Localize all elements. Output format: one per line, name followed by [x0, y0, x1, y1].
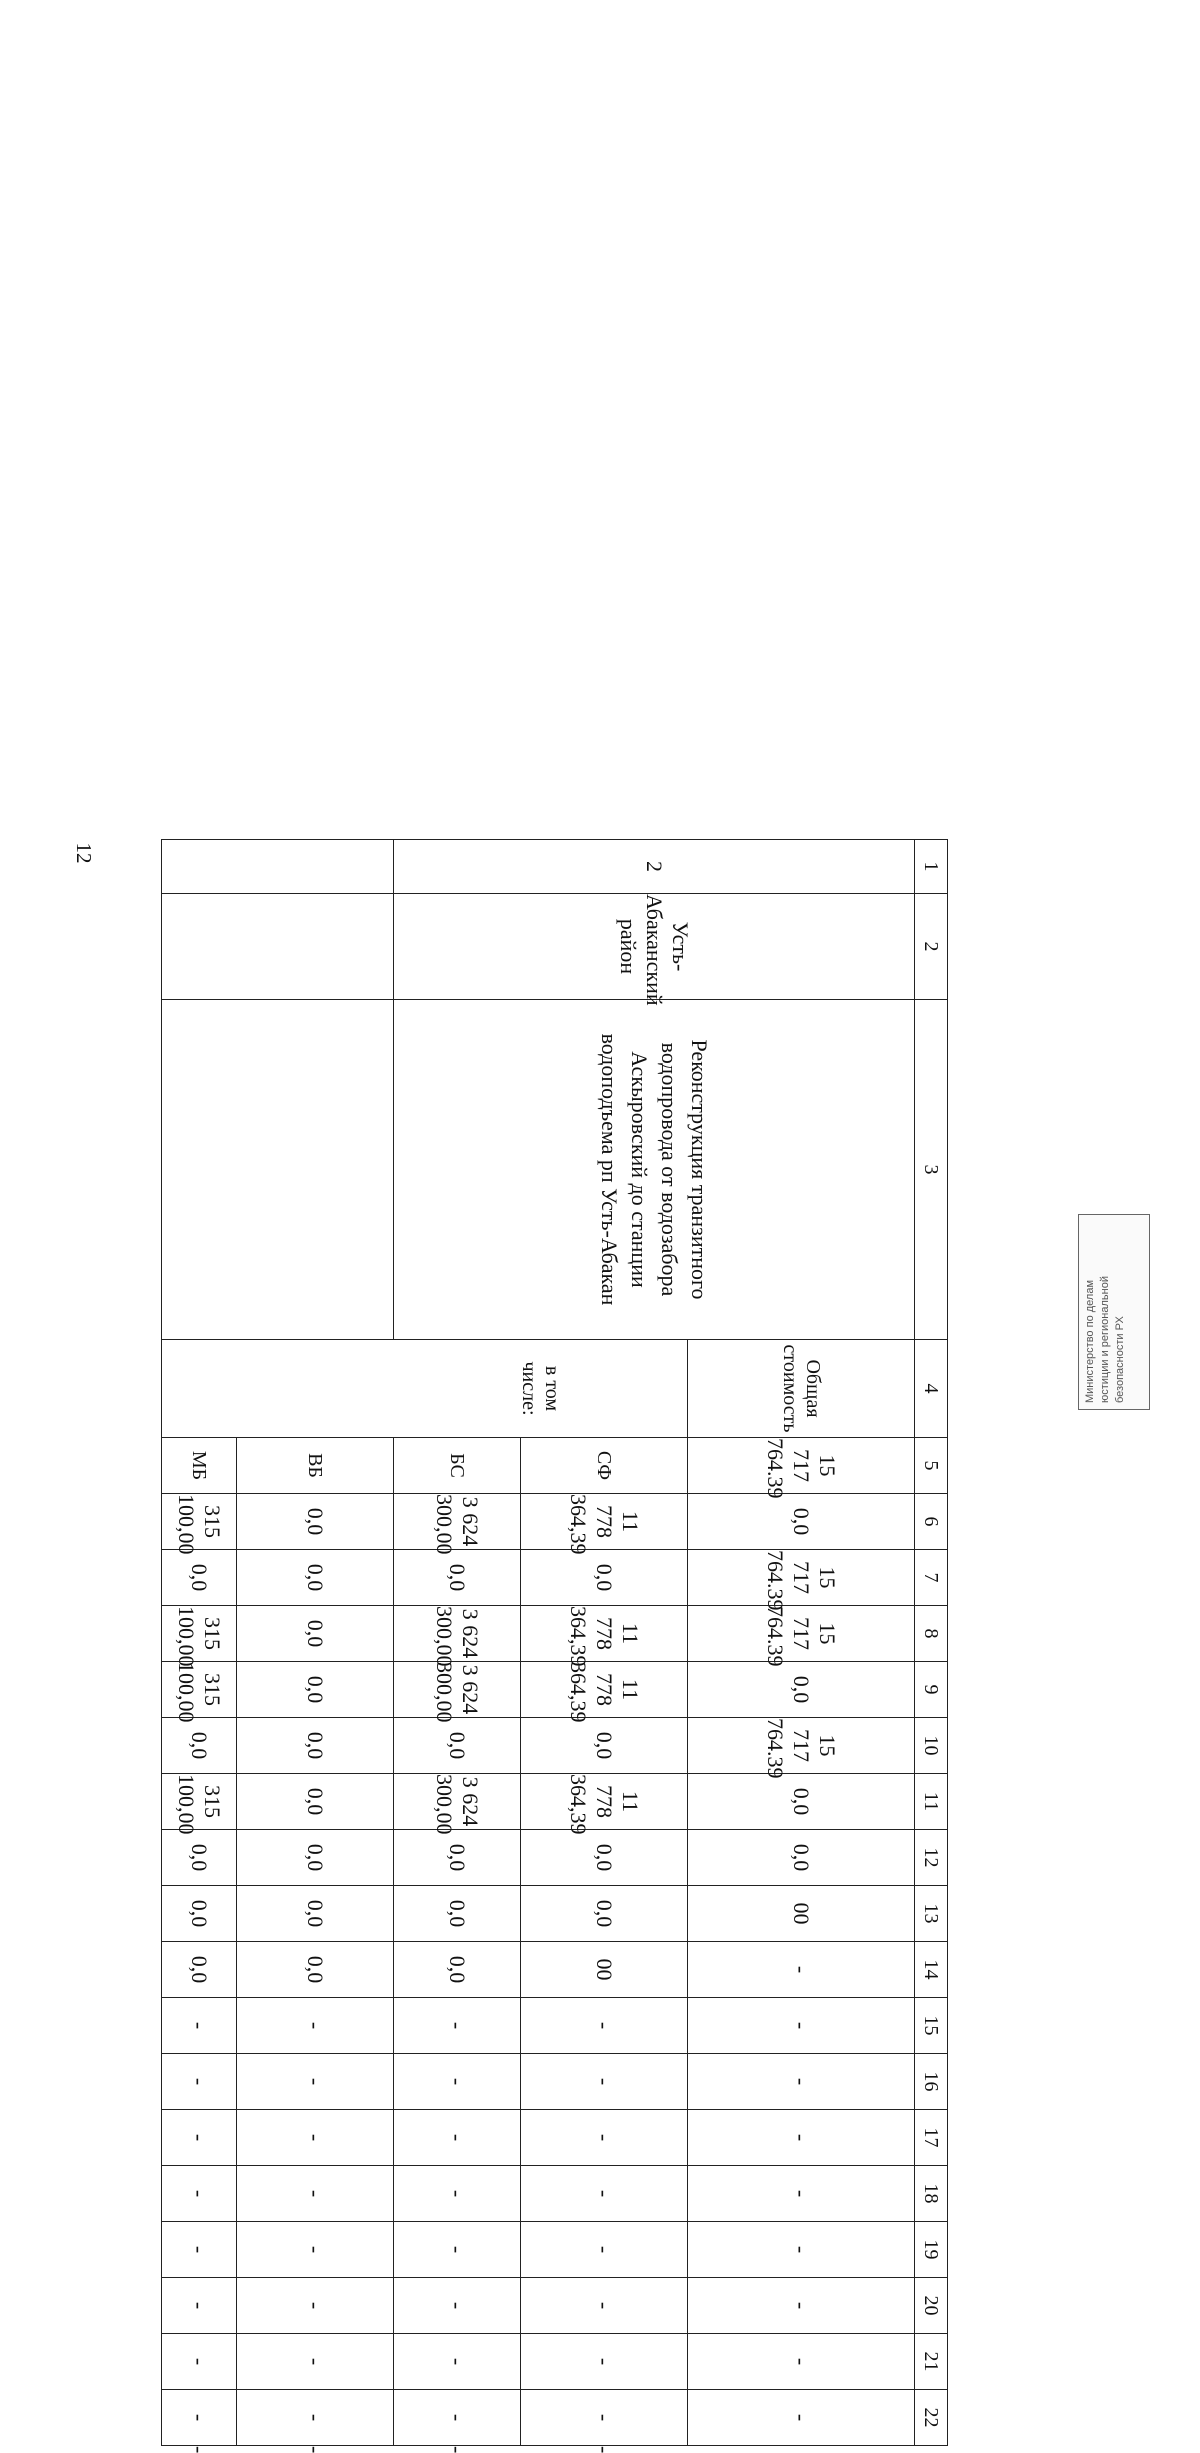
district-name: Усть-Абаканский район	[394, 894, 915, 1000]
column-number: 8	[915, 1606, 948, 1662]
dash-cell: -	[394, 2054, 521, 2110]
column-number: 20	[915, 2278, 948, 2334]
dash-cell: -	[521, 1998, 688, 2054]
dash-cell: -	[237, 2166, 394, 2222]
value-cell: 0,0	[688, 1830, 915, 1886]
registration-stamp	[1078, 1214, 1150, 1410]
dash-cell: -	[162, 2110, 237, 2166]
dash-cell: -	[688, 2278, 915, 2334]
dash-cell: -	[237, 2222, 394, 2278]
object-name: Реконструкция транзитного водопровода от водозабора Аскыровский до станции водоподъема рп Усть-Абакан	[394, 1000, 915, 1340]
column-number: 17	[915, 2110, 948, 2166]
total-cost-label: Общая стоимость	[688, 1340, 915, 1438]
value-cell: 15 717 764.39	[688, 1438, 915, 1494]
dash-cell: -	[394, 2110, 521, 2166]
value-cell: 15 717 764.39	[688, 1550, 915, 1606]
value-cell: 0,0	[521, 1886, 688, 1942]
column-number: 5	[915, 1438, 948, 1494]
value-cell: 0,0	[688, 1662, 915, 1718]
value-cell: 315 100,00	[162, 1494, 237, 1550]
value-cell: 00	[688, 1886, 915, 1942]
column-number: 7	[915, 1550, 948, 1606]
empty-cell	[162, 840, 394, 894]
table-row: МБ 315 100,00 0,0 315 100,00 315 100,00 0,0 315 100,00 0,0 0,0 0,0 - - - - - - - - -	[162, 840, 237, 2446]
dash-cell: -	[688, 2334, 915, 2390]
table-row	[688, 840, 915, 2446]
dash-cell: -	[688, 2390, 915, 2446]
value-cell: 3 624 300,00	[394, 1662, 521, 1718]
column-number: 10	[915, 1718, 948, 1774]
funding-source-code: БС	[394, 1438, 521, 1494]
value-cell: 0,0	[521, 1718, 688, 1774]
value-cell: 315 100,00	[162, 1606, 237, 1662]
value-cell: 11 778 364,39	[521, 1606, 688, 1662]
value-cell: 315 100,00	[162, 1774, 237, 1830]
dash-cell: -	[162, 2334, 237, 2390]
value-cell: 3 624 300,00	[394, 1774, 521, 1830]
column-number: 14	[915, 1942, 948, 1998]
column-number: 16	[915, 2054, 948, 2110]
table-row: БС 3 624 300,00 0,0 3 624 300,00 3 624 300,00 0,0 3 624 300,00 0,0 0,0 0,0 - - - - - - - - -	[394, 840, 521, 2446]
dash-cell: -	[162, 2390, 237, 2446]
dash-cell: -	[521, 2166, 688, 2222]
value-cell: 11 778 364,39	[521, 1774, 688, 1830]
funding-source-code: СФ	[521, 1438, 688, 1494]
column-number: 4	[915, 1340, 948, 1438]
dash-cell: -	[521, 2278, 688, 2334]
column-number: 6	[915, 1494, 948, 1550]
dash-cell: -	[394, 2166, 521, 2222]
column-number: 22	[915, 2390, 948, 2446]
value-cell: 0,0	[162, 1942, 237, 1998]
dash-cell: -	[521, 2390, 688, 2446]
value-cell: 0,0	[162, 1718, 237, 1774]
value-cell: 0,0	[162, 1830, 237, 1886]
empty-cell	[162, 1340, 394, 1438]
value-cell: 0,0	[394, 1550, 521, 1606]
column-number: 13	[915, 1886, 948, 1942]
value-cell: 0,0	[237, 1830, 394, 1886]
dash-cell: -	[521, 2054, 688, 2110]
value-cell: 0,0	[521, 1550, 688, 1606]
funding-table	[168, 99, 948, 2453]
column-number: 1	[915, 840, 948, 894]
dash-cell: -	[521, 2222, 688, 2278]
value-cell: 0,0	[237, 1942, 394, 1998]
value-cell: 0,0	[237, 1774, 394, 1830]
column-number: 11	[915, 1774, 948, 1830]
dash-cell: -	[394, 2222, 521, 2278]
value-cell: 11 778 364,39	[521, 1494, 688, 1550]
dash-cell: -	[237, 2054, 394, 2110]
dash-cell: -	[688, 1942, 915, 1998]
value-cell: 0,0	[237, 1606, 394, 1662]
column-number: 2	[915, 894, 948, 1000]
dash-cell: -	[521, 2334, 688, 2390]
value-cell: 3 624 300,00	[394, 1606, 521, 1662]
table-row: в том числе: СФ 11 778 364,39 0,0 11 778 364,39 11 778 364,39 0,0 11 778 364,39 0,0 0,0 00 - - - - - - - - -	[521, 840, 688, 2446]
value-cell: 0,0	[162, 1886, 237, 1942]
dash-cell: -	[162, 2278, 237, 2334]
value-cell: 0,0	[688, 1774, 915, 1830]
column-number-row	[915, 840, 948, 2446]
value-cell: 0,0	[237, 1550, 394, 1606]
including-label: в том числе:	[394, 1340, 688, 1438]
dash-cell: -	[688, 2222, 915, 2278]
value-cell: 0,0	[237, 1886, 394, 1942]
column-number: 21	[915, 2334, 948, 2390]
funding-source-code: МБ	[162, 1438, 237, 1494]
column-number: 19	[915, 2222, 948, 2278]
value-cell: 0,0	[521, 1830, 688, 1886]
value-cell: 15 717 764.39	[688, 1606, 915, 1662]
dash-cell: -	[237, 2278, 394, 2334]
value-cell: 0,0	[237, 1662, 394, 1718]
value-cell: 0,0	[688, 1494, 915, 1550]
column-number: 12	[915, 1830, 948, 1886]
column-number: 3	[915, 1000, 948, 1340]
dash-cell: -	[162, 2054, 237, 2110]
value-cell: 0,0	[237, 1718, 394, 1774]
column-number: 18	[915, 2166, 948, 2222]
page-number: 12	[72, 842, 96, 864]
dash-cell: -	[394, 2334, 521, 2390]
dash-cell: -	[394, 1998, 521, 2054]
column-number: 15	[915, 1998, 948, 2054]
value-cell: 3 624 300,00	[394, 1494, 521, 1550]
stamp-line: юстиции и региональной	[1099, 1276, 1111, 1403]
dash-cell: -	[237, 1998, 394, 2054]
funding-source-code: ВБ	[237, 1438, 394, 1494]
table-row: ВБ 0,0 0,0 0,0 0,0 0,0 0,0 0,0 0,0 0,0 - - - - - - - - -	[237, 840, 394, 2446]
value-cell: 0,0	[394, 1718, 521, 1774]
row-number: 2	[394, 840, 915, 894]
value-cell: 0,0	[162, 1550, 237, 1606]
value-cell: 0,0	[394, 1886, 521, 1942]
value-cell: 0,0	[394, 1830, 521, 1886]
dash-cell: -	[688, 2110, 915, 2166]
dash-cell: -	[162, 2222, 237, 2278]
dash-cell: -	[688, 1998, 915, 2054]
dash-cell: -	[162, 1998, 237, 2054]
stamp-line: безопасности РХ	[1114, 1316, 1126, 1403]
value-cell: 15 717 764.39	[688, 1718, 915, 1774]
dash-cell: -	[237, 2110, 394, 2166]
dash-cell: -	[394, 2278, 521, 2334]
dash-cell: -	[237, 2334, 394, 2390]
value-cell: 0,0	[237, 1494, 394, 1550]
empty-cell	[162, 1000, 394, 1340]
dash-cell: -	[521, 2110, 688, 2166]
column-number: 9	[915, 1662, 948, 1718]
dash-cell: -	[394, 2390, 521, 2446]
value-cell: 00	[521, 1942, 688, 1998]
value-cell: 11 778 364,39	[521, 1662, 688, 1718]
stamp-line: Министерство по делам	[1084, 1279, 1096, 1403]
empty-cell	[162, 894, 394, 1000]
dash-cell: -	[688, 2054, 915, 2110]
dash-cell: -	[237, 2390, 394, 2446]
dash-cell: -	[162, 2166, 237, 2222]
value-cell: 315 100,00	[162, 1662, 237, 1718]
dash-cell: -	[688, 2166, 915, 2222]
value-cell: 0,0	[394, 1942, 521, 1998]
